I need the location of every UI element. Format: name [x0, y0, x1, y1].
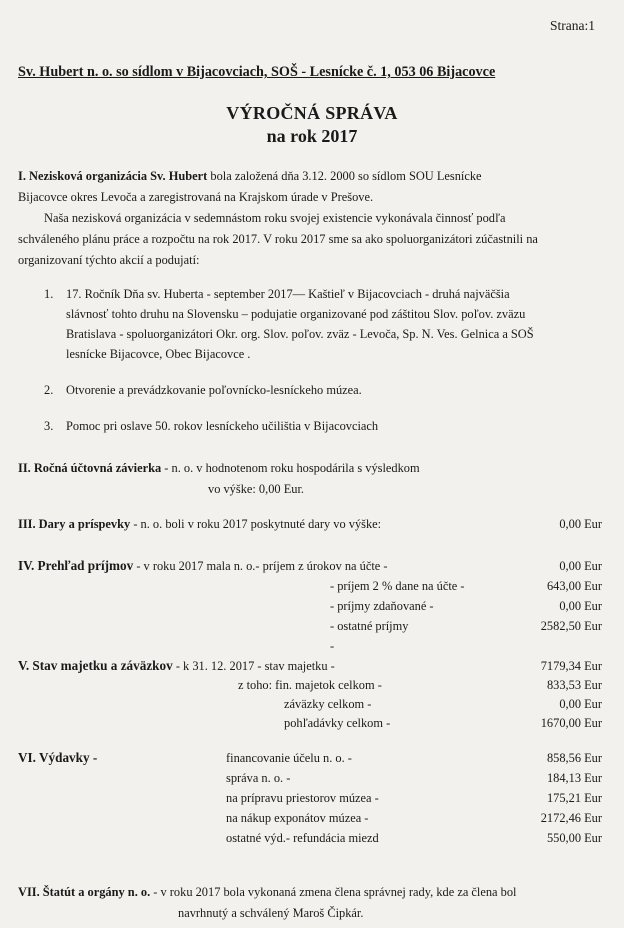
- section-2-line-1: [18, 458, 420, 478]
- income-row-1-amount: 643,00 Eur: [546, 579, 602, 593]
- section-2-heading: II. Ročná účtovná závierka: [18, 461, 162, 475]
- expense-row-1-label: financovanie účelu n. o. -: [226, 751, 352, 765]
- section-7-line-1: [18, 882, 517, 902]
- list-item-1-line-2: slávnosť tohto druhu na Slovensku – podujatie organizované pod záštitou Slov. poľov. zväzu: [66, 307, 526, 321]
- section-6-heading: VI. Výdavky -: [18, 750, 98, 765]
- assets-row-2-amount: 0,00 Eur: [559, 697, 602, 711]
- income-row-1-label: - príjem 2 % dane na účte -: [330, 579, 465, 593]
- section-4-line: [18, 556, 388, 576]
- section-3-heading: III. Dary a príspevky: [18, 517, 131, 531]
- income-row-2-amount: 0,00 Eur: [559, 599, 602, 613]
- section-7-heading: VII. Štatút a orgány n. o.: [18, 885, 151, 899]
- report-year: na rok 2017: [266, 126, 358, 146]
- list-item-3-text: Pomoc pri oslave 50. rokov lesníckeho učilištia v Bijacovciach: [66, 419, 379, 433]
- list-item-3-number: 3.: [44, 419, 54, 433]
- section-1-para-line-2: schváleného plánu práce a rozpočtu na rok 2017. V roku 2017 sme sa ako spoluorganizátori zúčastnili na: [18, 232, 538, 246]
- expense-row-2-amount: 184,13 Eur: [546, 771, 602, 785]
- expense-row-5-amount: 550,00 Eur: [546, 831, 602, 845]
- section-3-amount: 0,00 Eur: [559, 517, 602, 531]
- expense-row-3-label: na prípravu priestorov múzea -: [226, 791, 379, 805]
- income-row-2-label: - príjmy zdaňované -: [330, 599, 434, 613]
- income-row-3-amount: 2582,50 Eur: [540, 619, 602, 633]
- assets-row-2-label: záväzky celkom -: [284, 697, 372, 711]
- section-5-amount: 7179,34 Eur: [540, 659, 602, 673]
- section-4-text: - v roku 2017 mala n. o.- príjem z úrokov na účte -: [133, 559, 388, 573]
- expense-row-3-amount: 175,21 Eur: [546, 791, 602, 805]
- section-4-heading: IV. Prehľad príjmov: [18, 558, 134, 573]
- assets-row-3-amount: 1670,00 Eur: [540, 716, 602, 730]
- section-1-line-1: [18, 166, 482, 186]
- list-item-1-line-4: lesnícke Bijacovce, Obec Bijacovce .: [66, 347, 251, 361]
- expense-row-4-amount: 2172,46 Eur: [540, 811, 602, 825]
- section-1-text: bola založená dňa 3.12. 2000 so sídlom SOU Lesnícke: [207, 169, 482, 183]
- section-2-text: - n. o. v hodnotenom roku hospodárila s výsledkom: [161, 461, 420, 475]
- section-5-text: - k 31. 12. 2017 - stav majetku -: [172, 659, 335, 673]
- list-item-1-line-1: 17. Ročník Dňa sv. Huberta - september 2017— Kaštieľ v Bijacovciach - druhá najväčšia: [66, 287, 510, 301]
- section-3-line: [18, 514, 381, 534]
- expense-row-2-label: správa n. o. -: [226, 771, 291, 785]
- list-item-1-line-3: Bratislava - spoluorganizátori Okr. org. Slov. poľov. zväz - Levoča, Sp. N. Ves. Gelnica a SOŠ: [66, 327, 534, 341]
- report-title: VÝROČNÁ SPRÁVA: [226, 103, 398, 123]
- section-1-para-line-3: organizovaní týchto akcií a podujatí:: [18, 253, 200, 267]
- section-1-para-line-1: Naša nezisková organizácia v sedemnástom roku svojej existencie vykonávala činnosť podľa: [44, 211, 506, 225]
- list-item-2-text: Otvorenie a prevádzkovanie poľovnícko-lesníckeho múzea.: [66, 383, 362, 397]
- list-item-1-number: 1.: [44, 287, 54, 301]
- section-1-line-2: Bijacovce okres Levoča a zaregistrovaná na Krajskom úrade v Prešove.: [18, 190, 374, 204]
- section-7-line-2: navrhnutý a schválený Maroš Čipkár.: [178, 906, 364, 920]
- assets-row-1-label: z toho: fin. majetok celkom -: [238, 678, 382, 692]
- section-1-heading: I. Nezisková organizácia Sv. Hubert: [18, 169, 208, 183]
- section-3-text: - n. o. boli v roku 2017 poskytnuté dary vo výške:: [130, 517, 382, 531]
- expense-row-5-label: ostatné výd.- refundácia miezd: [226, 831, 379, 845]
- page-number: Strana:1: [550, 18, 595, 33]
- income-row-4-label: -: [330, 639, 335, 653]
- expense-row-1-amount: 858,56 Eur: [546, 751, 602, 765]
- assets-row-1-amount: 833,53 Eur: [546, 678, 602, 692]
- section-2-line-2: vo výške: 0,00 Eur.: [208, 482, 305, 496]
- section-7-text: - v roku 2017 bola vykonaná zmena člena správnej rady, kde za člena bol: [150, 885, 517, 899]
- section-4-amount: 0,00 Eur: [559, 559, 602, 573]
- organization-header: Sv. Hubert n. o. so sídlom v Bijacovciach, SOŠ - Lesnícke č. 1, 053 06 Bijacovce: [18, 64, 496, 80]
- list-item-2-number: 2.: [44, 383, 54, 397]
- section-5-heading: V. Stav majetku a záväzkov: [18, 658, 173, 673]
- section-5-line: [18, 656, 335, 676]
- expense-row-4-label: na nákup exponátov múzea -: [226, 811, 369, 825]
- assets-row-3-label: pohľadávky celkom -: [284, 716, 391, 730]
- income-row-3-label: - ostatné príjmy: [330, 619, 409, 633]
